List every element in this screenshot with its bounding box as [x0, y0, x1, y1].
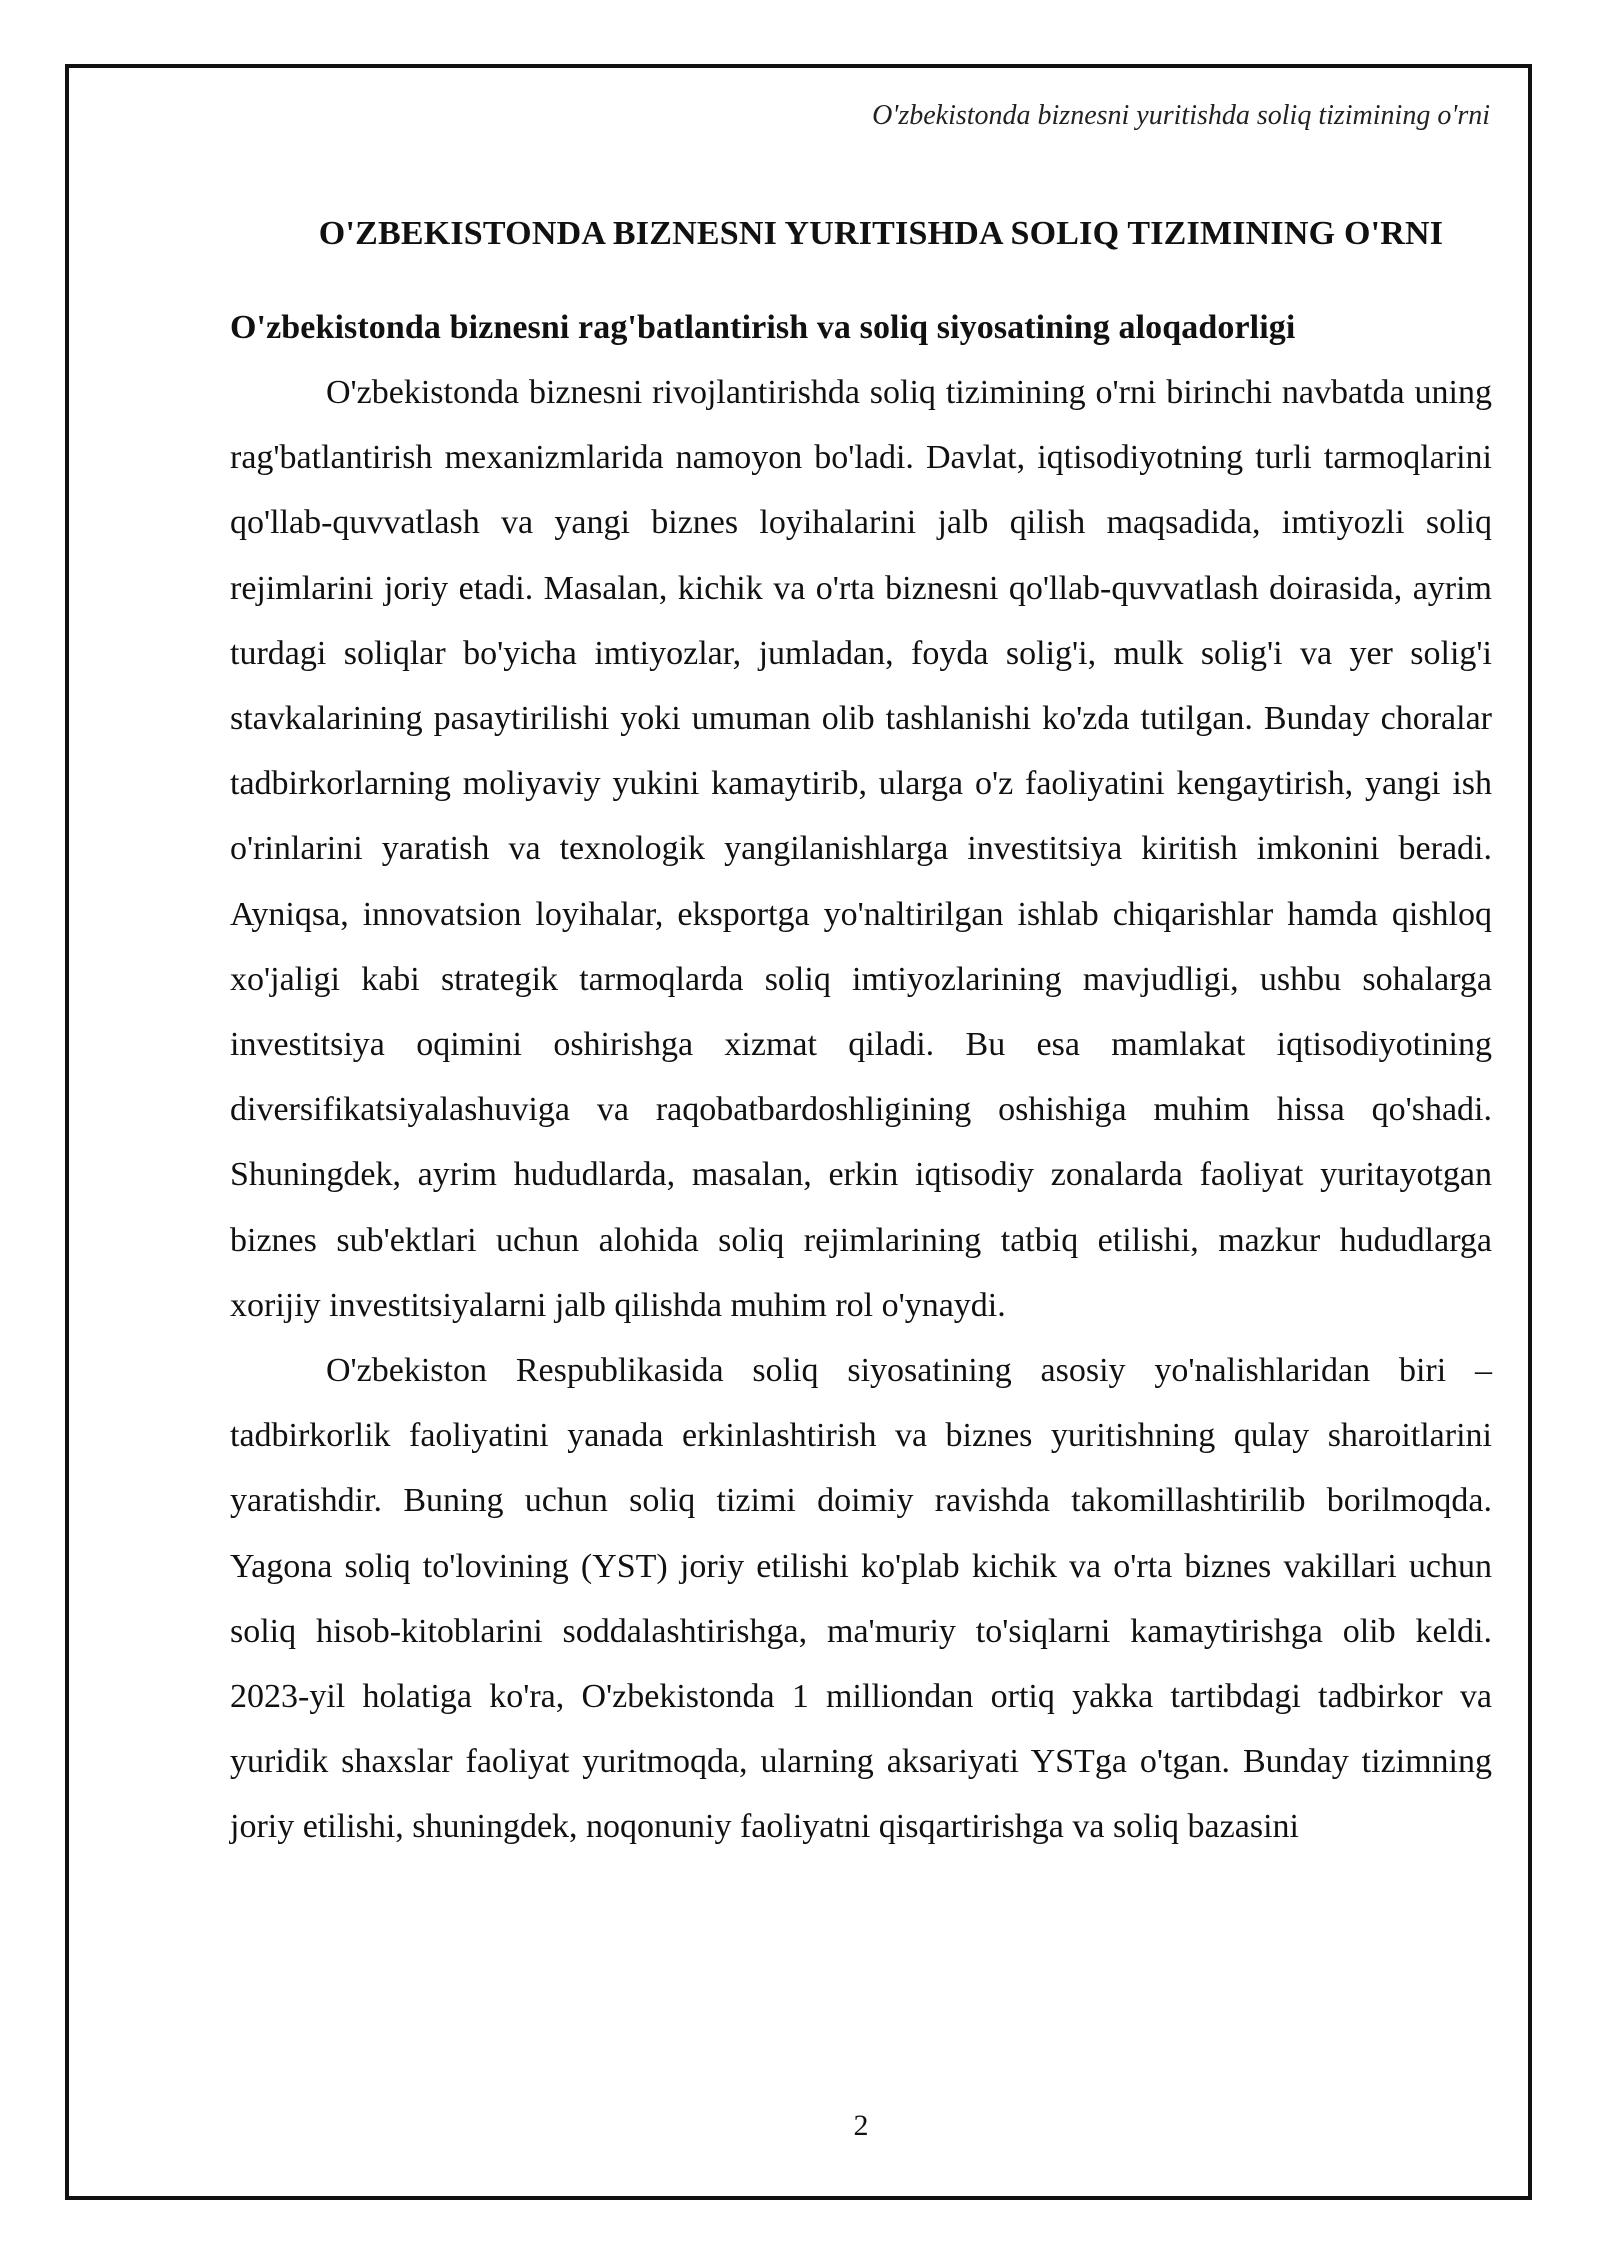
section-heading: O'zbekistonda biznesni rag'batlantirish va soliq siyosatining aloqadorligi	[230, 309, 1296, 346]
document-body	[230, 212, 1492, 1860]
document-title: O'ZBEKISTONDA BIZNESNI YURITISHDA SOLIQ TIZIMINING O'RNI	[318, 215, 1444, 252]
running-header: O'zbekistonda biznesni yuritishda soliq tizimining o'rni	[872, 100, 1490, 131]
body-paragraph: O'zbekistonda biznesni rivojlantirishda soliq tizimining o'rni birinchi navbatda uning rag'batlantirish mexanizmlarida namoyon bo'ladi. Davlat, iqtisodiyotning turli tarmoqlarini qo'llab-quvvatlash va yangi biznes loyihalarini jalb qilish maqsadida, imtiyozli soliq rejimlarini joriy etadi. Masalan, kichik va o'rta biznesni qo'llab-quvvatlash doirasida, ayrim turdagi soliqlar bo'yicha imtiyozlar, jumladan, foyda solig'i, mulk solig'i va yer solig'i stavkalarining pasaytirilishi yoki umuman olib tashlanishi ko'zda tutilgan. Bunday choralar tadbirkorlarning moliyaviy yukini kamaytirib, ularga o'z faoliyatini kengaytirish, yangi ish o'rinlarini yaratish va texnologik yangilanishlarga investitsiya kiritish imkonini beradi. Ayniqsa, innovatsion loyihalar, eksportga yo'naltirilgan ishlab chiqarishlar hamda qishloq xo'jaligi kabi strategik tarmoqlarda soliq imtiyozlarining mavjudligi, ushbu sohalarga investitsiya oqimini oshirishga xizmat qiladi. Bu esa mamlakat iqtisodiyotining diversifikatsiyalashuviga va raqobatbardoshligining oshishiga muhim hissa qo'shadi. Shuningdek, ayrim hududlarda, masalan, erkin iqtisodiy zonalarda faoliyat yuritayotgan biznes sub'ektlari uchun alohida soliq rejimlarining tatbiq etilishi, mazkur hududlarga xorijiy investitsiyalarni jalb qilishda muhim rol o'ynaydi.	[230, 374, 1492, 1324]
body-paragraph: O'zbekiston Respublikasida soliq siyosatining asosiy yo'nalishlaridan biri – tadbirkorlik faoliyatini yanada erkinlashtirish va biznes yuritishning qulay sharoitlarini yaratishdir. Buning uchun soliq tizimi doimiy ravishda takomillashtirilib borilmoqda. Yagona soliq to'lovining (YST) joriy etilishi ko'plab kichik va o'rta biznes vakillari uchun soliq hisob-kitoblarini soddalashtirishga, ma'muriy to'siqlarni kamaytirishga olib keldi. 2023-yil holatiga ko'ra, O'zbekistonda 1 milliondan ortiq yakka tartibdagi tadbirkor va yuridik shaxslar faoliyat yuritmoqda, ularning aksariyati YSTga o'tgan. Bunday tizimning joriy etilishi, shuningdek, noqonuniy faoliyatni qisqartirishga va soliq bazasini	[230, 1352, 1492, 1846]
page-number: 2	[853, 2109, 869, 2142]
